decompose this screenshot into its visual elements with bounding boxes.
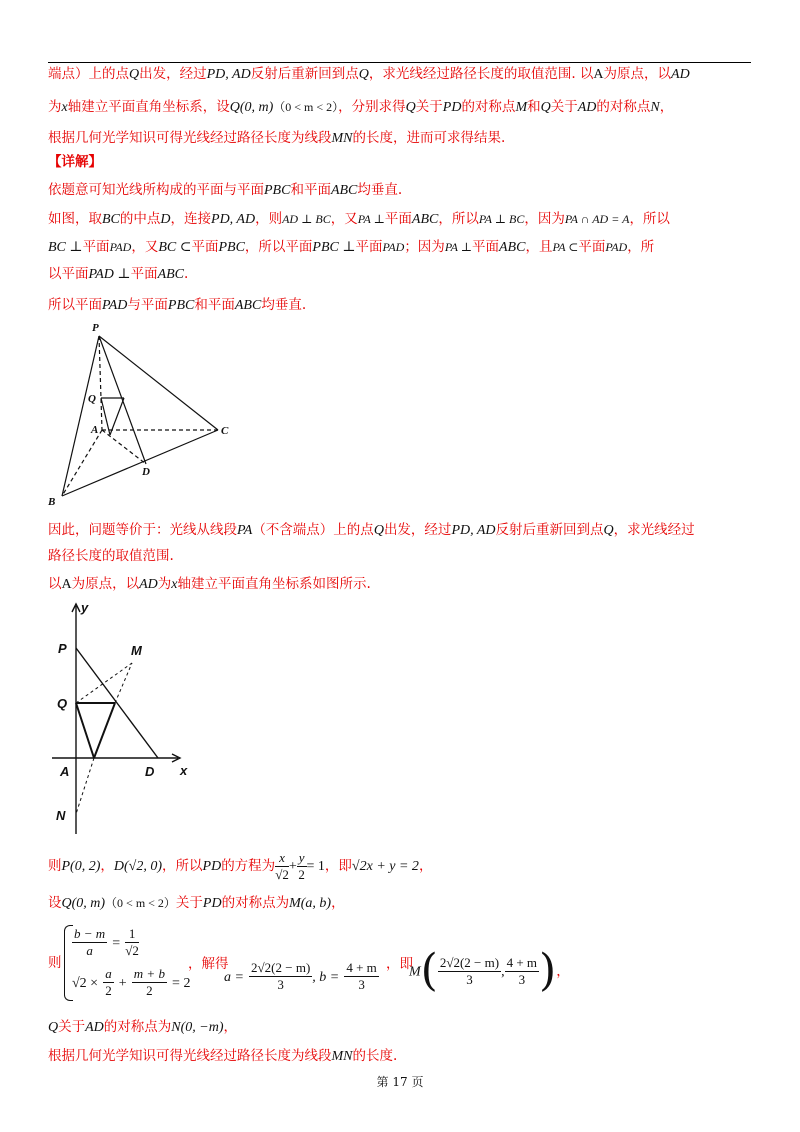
text-line: Q关于AD的对称点为N(0, −m)， — [48, 1019, 238, 1035]
page-number: 第 17 页 — [376, 1075, 424, 1089]
equation-2: √2 × $\frac{a}{2}$ + $\frac{m + b}{2}$ = 2 — [72, 966, 191, 998]
fraction-x-over-root2: $\frac{x}{√2}$ — [275, 850, 289, 882]
text-line: 以A为原点，以AD为x轴建立平面直角坐标系如图所示. — [48, 576, 371, 592]
text-line: 路径长度的取值范围. — [48, 548, 174, 564]
tetrahedron-figure — [40, 318, 240, 508]
text-line: 端点）上的点Q出发，经过PD, AD反射后重新回到点Q，求光线经过路径长度的取值范围. 以A为原点，以AD — [48, 66, 690, 82]
solve-result: ，解得 — [188, 956, 229, 972]
section-heading: 【详解】 — [48, 154, 102, 170]
label-A: A — [91, 424, 99, 436]
label-y: y — [81, 600, 89, 615]
solution-a-b: a = $\frac{2√2(2 - m)}{3}$ , b = $\frac{4 + m}{3}$ — [224, 960, 377, 992]
edge-PA — [99, 336, 102, 430]
label-P: P — [58, 641, 67, 656]
label-Q: Q — [88, 393, 96, 405]
text-line: 依题意可知光线所构成的平面与平面PBC和平面ABC均垂直. — [48, 182, 403, 198]
edge-AB — [62, 430, 102, 496]
dash-AD-to-N — [76, 758, 94, 814]
edge-PB — [62, 336, 99, 496]
label-M: M — [131, 643, 142, 658]
text-line: 如图，取BC的中点D，连接PD, AD，则AD ⊥ BC，又PA ⊥平面ABC，所以PA ⊥ BC，因为PA ∩ AD = A，所以 — [48, 211, 670, 227]
text-line: 则P(0, 2)，D(√2, 0)，所以PD的方程为 $\frac{x}{√2}$ + $\frac{y}{2}$ = 1，即√2x + y = 2， — [48, 850, 433, 882]
text-line: 则 — [48, 955, 62, 971]
text-line: 以平面PAD ⊥平面ABC. — [48, 266, 189, 282]
label-A: A — [60, 764, 70, 779]
text-line: 为x轴建立平面直角坐标系，设Q(0, m)（0 < m < 2），分别求得Q关于PD的对称点M和Q关于AD的对称点N， — [48, 99, 674, 115]
label-x: x — [180, 763, 188, 778]
equation-1: $\frac{b - m}{a}$ = $\frac{1}{√2}$ — [74, 926, 139, 958]
label-C: C — [221, 425, 229, 437]
coordinate-figure — [48, 598, 208, 834]
ray-AD-to-Q — [76, 703, 94, 758]
text-line: 所以平面PAD与平面PBC和平面ABC均垂直. — [48, 297, 307, 313]
label-B: B — [48, 496, 56, 508]
text-line: 因此，问题等价于：光线从线段PA（不含端点）上的点Q出发，经过PD, AD反射后重新回到点Q，求光线经过 — [48, 522, 695, 538]
edge-BC — [62, 430, 218, 496]
ray-PD-to-AD — [94, 703, 115, 758]
label-D: D — [145, 764, 155, 779]
label-N: N — [56, 808, 66, 823]
label-D: D — [142, 466, 150, 478]
fraction-y-over-2: $\frac{y}{2}$ — [298, 850, 305, 882]
point-M-coordinates: M( $\frac{2√2(2 - m)}{3}$ , $\frac{4 + m}{3}$ )， — [409, 945, 570, 996]
label-P: P — [92, 322, 99, 334]
dash-Q-to-M — [76, 663, 132, 703]
text-line: 根据几何光学知识可得光线经过路径长度为线段MN的长度. — [48, 1048, 398, 1064]
text-line: BC ⊥平面PAD，又BC ⊂平面PBC，所以平面PBC ⊥平面PAD；因为PA ⊥平面ABC，且PA ⊂平面PAD，所 — [48, 239, 655, 255]
therefore-text: ，即 — [386, 956, 413, 972]
label-Q: Q — [57, 696, 68, 711]
text-line: 设Q(0, m)（0 < m < 2）关于PD的对称点为M(a, b)， — [48, 895, 345, 911]
dash-PD-to-M — [115, 663, 132, 703]
text-line: 根据几何光学知识可得光线经过路径长度为线段MN的长度，进而可求得结果. — [48, 130, 506, 146]
